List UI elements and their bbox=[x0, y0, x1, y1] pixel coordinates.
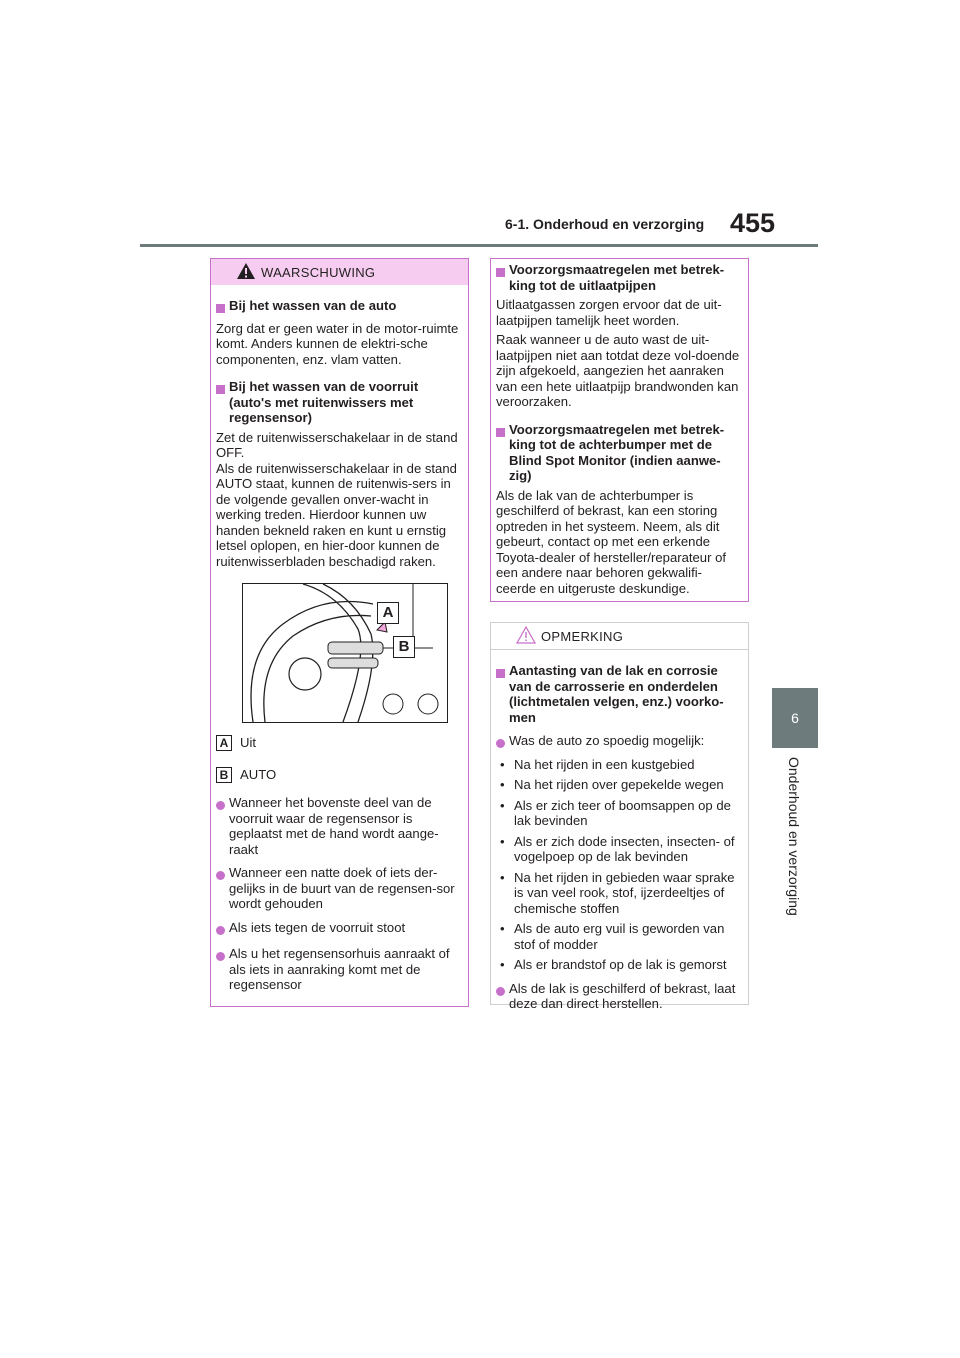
bullet-item: • Als de auto erg vuil is geworden van stof of modder bbox=[500, 921, 725, 952]
list-item: Als iets tegen de voorruit stoot bbox=[216, 920, 462, 939]
list-item: Als de lak is geschilferd of bekrast, laat deze dan direct herstellen. bbox=[496, 981, 742, 1012]
page-number: 455 bbox=[730, 208, 776, 238]
paragraph: Zorg dat er geen water in de motor-ruimte komt. Anders kunnen de elektri-sche componenten, enz. vlam vatten. bbox=[216, 320, 459, 367]
bullet-item: • Als er zich dode insecten, insecten- of vogelpoep op de lak bevinden bbox=[500, 833, 735, 864]
legend-a: A Uit bbox=[216, 735, 462, 751]
wiper-switch-illustration bbox=[242, 583, 448, 723]
section-title: 6-1. Onderhoud en verzorging bbox=[505, 216, 705, 232]
list-item: Was de auto zo spoedig mogelijk: bbox=[496, 733, 742, 752]
list-item: Wanneer een natte doek of iets der-gelijks in de buurt van de regensen-sor wordt gehouden bbox=[216, 865, 462, 912]
callout-a: A bbox=[377, 602, 399, 624]
paragraph: Uitlaatgassen zorgen ervoor dat de uit-laatpijpen tamelijk heet worden. bbox=[496, 297, 722, 328]
paragraph: Zet de ruitenwisserschakelaar in de stand OFF. bbox=[216, 429, 458, 460]
warning-icon bbox=[236, 262, 256, 280]
bullet-item: • Na het rijden in een kustgebied bbox=[500, 756, 695, 772]
note-header bbox=[491, 623, 748, 650]
heading: Bij het wassen van de voorruit (auto's met ruitenwissers met regensensor) bbox=[216, 379, 462, 426]
bullet-item: • Als er brandstof op de lak is gemorst bbox=[500, 957, 727, 972]
paragraph: Raak wanneer u de auto wast de uit-laatpijpen niet aan totdat deze vol-doende zijn afgekoeld, aangezien het aanraken van een hete uitlaatpijp brandwonden kan veroorzaken. bbox=[496, 332, 740, 409]
note-title: OPMERKING bbox=[541, 629, 624, 644]
heading: Voorzorgsmaatregelen met betrek-king tot de uitlaatpijpen bbox=[496, 262, 742, 293]
paragraph: Als de lak van de achterbumper is geschilferd of bekrast, kan een storing optreden in het systeem. Neem, als dit gebeurt, contact op met een erkende Toyota-dealer of hersteller/reparateur of een andere naar behoren gekwalifi-ceerde en uitgeruste deskundige. bbox=[496, 487, 726, 596]
bullet-item: • Na het rijden in gebieden waar sprake is van veel rook, stof, ijzerdeeltjes of chemische stoffen bbox=[500, 869, 735, 916]
warning-header bbox=[211, 259, 468, 285]
warning-box-continued bbox=[490, 258, 749, 602]
warning-box bbox=[210, 258, 469, 1007]
header-rule bbox=[140, 244, 818, 247]
heading: Voorzorgsmaatregelen met betrek-king tot de achterbumper met de Blind Spot Monitor (indien aanwe-zig) bbox=[496, 422, 742, 484]
notice-icon bbox=[516, 626, 536, 644]
bullet-item: • Na het rijden over gepekelde wegen bbox=[500, 777, 724, 792]
note-box bbox=[490, 622, 749, 1011]
chapter-tab: 6 bbox=[772, 688, 818, 748]
list-item: Wanneer het bovenste deel van de voorruit waar de regensensor is geplaatst met de hand wordt aange-raakt bbox=[216, 795, 462, 857]
paragraph: Als de ruitenwisserschakelaar in de stand AUTO staat, kunnen de ruitenwis-sers in de volgende gevallen onver-wacht in werking treden. Hierdoor kunnen uw handen bekneld raken en kunt u ernstig letsel oplopen, en hier-door kunnen de ruitenwisserbladen beschadigd raken. bbox=[216, 460, 457, 569]
legend-b: B AUTO bbox=[216, 767, 462, 783]
chapter-title: Onderhoud en verzorging bbox=[786, 757, 802, 916]
warning-title: WAARSCHUWING bbox=[261, 265, 376, 280]
heading: Bij het wassen van de auto bbox=[216, 298, 462, 317]
callout-b: B bbox=[393, 636, 415, 658]
list-item: Als u het regensensorhuis aanraakt of als iets in aanraking komt met de regensensor bbox=[216, 946, 462, 993]
heading: Aantasting van de lak en corrosie van de carrosserie en onderdelen (lichtmetalen velgen, enz.) voorko-men bbox=[496, 663, 742, 725]
bullet-item: • Als er zich teer of boomsappen op de lak bevinden bbox=[500, 797, 731, 828]
